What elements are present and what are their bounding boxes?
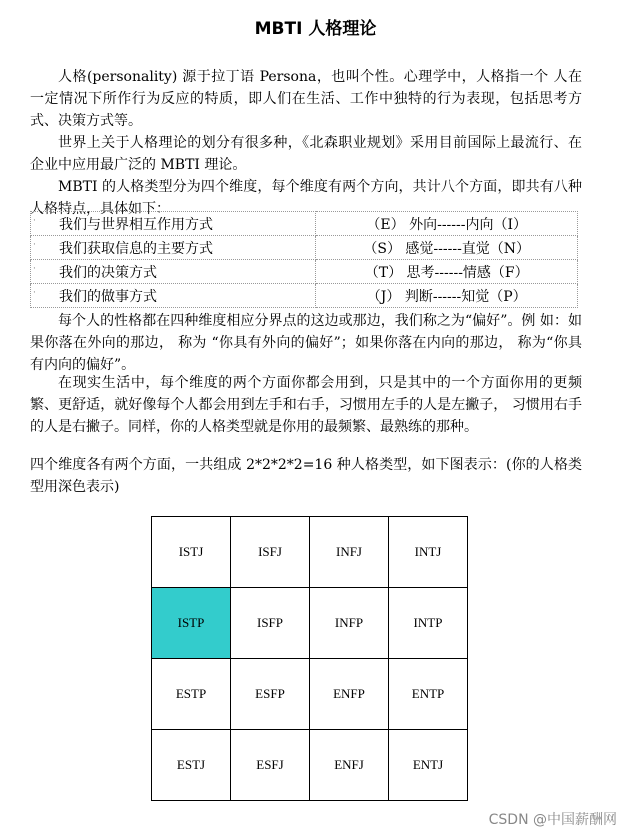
paragraph-dimensions-intro: MBTI 的人格类型分为四个维度，每个维度有两个方向，共计八个方面，即共有八种人格特点，具体如下： (30, 179, 582, 217)
dimension-value: （S） 感觉------直觉（N） (316, 236, 578, 260)
dimension-label: · 我们的做事方式 (31, 284, 316, 308)
grid-row (152, 730, 468, 801)
table-row (31, 236, 578, 260)
type-cell-enfj: ENFJ (310, 730, 389, 801)
table-row (31, 212, 578, 236)
type-cell-infj: INFJ (310, 517, 389, 588)
personality-types-grid (151, 516, 468, 801)
type-cell-enfp: ENFP (310, 659, 389, 730)
bullet-mark: · (33, 216, 36, 226)
type-cell-esfj: ESFJ (231, 730, 310, 801)
type-cell-istj: ISTJ (152, 517, 231, 588)
bullet-mark: · (33, 264, 36, 274)
type-cell-isfp: ISFP (231, 588, 310, 659)
table-row (31, 260, 578, 284)
paragraph-personality-definition: 人格(personality) 源于拉丁语 Persona，也叫个性。心理学中，人格指一个 人在一定情况下所作行为反应的特质，即人们在生活、工作中独特的行为表现，包括思考方式、决策方式等。 (30, 69, 582, 129)
paragraph-mbti-intro: 世界上关于人格理论的划分有很多种，《北森职业规划》采用目前国际上最流行、在企业中应用最广泛的 MBTI 理论。 (30, 135, 582, 173)
dimension-label: · 我们的决策方式 (31, 260, 316, 284)
dimension-label: · 我们与世界相互作用方式 (31, 212, 316, 236)
type-cell-istp: ISTP (152, 588, 231, 659)
watermark-text: CSDN @中国薪酬网 (488, 812, 617, 828)
type-cell-entp: ENTP (389, 659, 468, 730)
paragraph-sixteen-types: 四个维度各有两个方面，一共组成 2*2*2*2=16 种人格类型，如下图表示：(你的人格类型用深色表示) (30, 457, 582, 495)
grid-row (152, 588, 468, 659)
bullet-mark: · (33, 288, 36, 298)
paragraph-real-life: 在现实生活中，每个维度的两个方面你都会用到，只是其中的一个方面你用的更频繁、更舒适，就好像每个人都会用到左手和右手，习惯用左手的人是左撇子， 习惯用右手的人是右撇子。同样，你的人格类型就是你用的最频繁、最熟练的那种。 (30, 375, 582, 435)
grid-row (152, 659, 468, 730)
type-cell-intj: INTJ (389, 517, 468, 588)
paragraph-preference: 每个人的性格都在四种维度相应分界点的这边或那边，我们称之为“偏好”。例 如：如果你落在外向的那边， 称为 “你具有外向的偏好”；如果你落在内向的那边， 称为“你具有内向的偏好”。 (30, 313, 582, 373)
dimension-value: （E） 外向------内向（I） (316, 212, 578, 236)
dimension-label: · 我们获取信息的主要方式 (31, 236, 316, 260)
type-cell-estj: ESTJ (152, 730, 231, 801)
dimension-value: （T） 思考------情感（F） (316, 260, 578, 284)
table-row (31, 284, 578, 308)
grid-row (152, 517, 468, 588)
bullet-mark: · (33, 240, 36, 250)
type-cell-infp: INFP (310, 588, 389, 659)
dimension-value: （J） 判断------知觉（P） (316, 284, 578, 308)
type-cell-entj: ENTJ (389, 730, 468, 801)
type-cell-estp: ESTP (152, 659, 231, 730)
document-title: MBTI 人格理论 (254, 19, 377, 39)
dimensions-table (30, 211, 578, 308)
type-cell-esfp: ESFP (231, 659, 310, 730)
type-cell-intp: INTP (389, 588, 468, 659)
type-cell-isfj: ISFJ (231, 517, 310, 588)
